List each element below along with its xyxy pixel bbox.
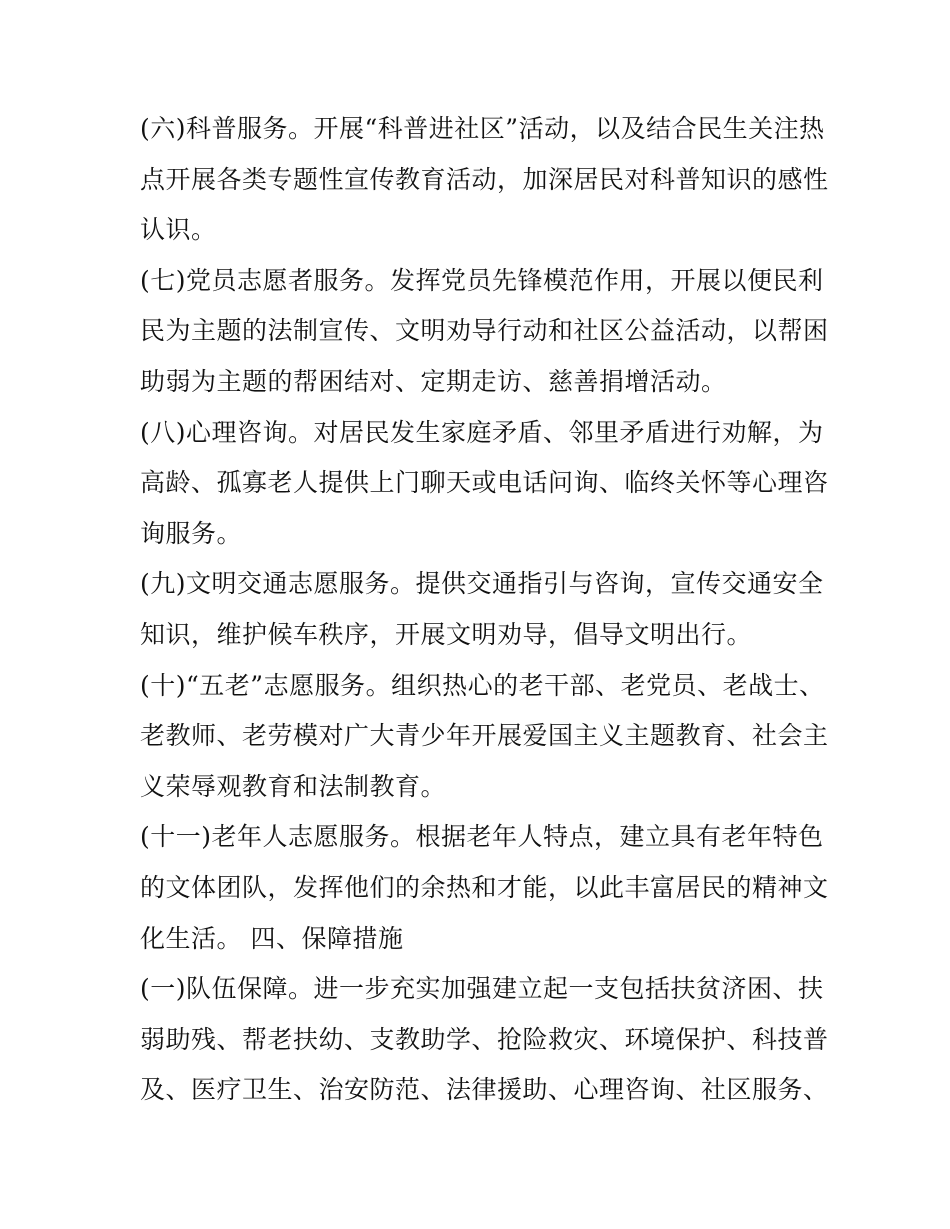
text-line: 义荣辱观教育和法制教育。 <box>140 771 447 801</box>
text-line: (八)心理咨询。对居民发生家庭矛盾、邻里矛盾进行劝解，为 <box>140 417 824 447</box>
body-text <box>140 104 829 1116</box>
text-line: 民为主题的法制宣传、文明劝导行动和社区公益活动，以帮困 <box>140 316 829 346</box>
text-line: 高龄、孤寡老人提供上门聊天或电话问询、临终关怀等心理咨 <box>140 468 829 498</box>
text-line: 认识。 <box>140 215 217 245</box>
text-line: 知识，维护候车秩序，开展文明劝导，倡导文明出行。 <box>140 619 753 649</box>
text-line: (十)“五老”志愿服务。组织热心的老干部、老党员、老战士、 <box>140 670 825 700</box>
text-line: (一)队伍保障。进一步充实加强建立起一支包括扶贫济困、扶 <box>140 974 824 1004</box>
text-line: (九)文明交通志愿服务。提供交通指引与咨询，宣传交通安全 <box>140 569 824 599</box>
text-line: 弱助残、帮老扶幼、支教助学、抢险救灾、环境保护、科技普 <box>140 1024 829 1054</box>
text-line: 点开展各类专题性宣传教育活动，加深居民对科普知识的感性 <box>140 164 829 194</box>
text-line: (十一)老年人志愿服务。根据老年人特点，建立具有老年特色 <box>140 822 824 852</box>
text-line: 询服务。 <box>140 518 243 548</box>
text-line: (六)科普服务。开展“科普进社区”活动，以及结合民生关注热 <box>140 114 825 143</box>
text-line: 的文体团队，发挥他们的余热和才能，以此丰富居民的精神文 <box>140 872 829 902</box>
text-line: 化生活。 四、保障措施 <box>140 923 404 953</box>
text-line: 老教师、老劳模对广大青少年开展爱国主义主题教育、社会主 <box>140 721 829 751</box>
text-line: 及、医疗卫生、治安防范、法律援助、心理咨询、社区服务、 <box>140 1075 829 1105</box>
text-line: 助弱为主题的帮困结对、定期走访、慈善捐增活动。 <box>140 366 727 396</box>
text-line: (七)党员志愿者服务。发挥党员先锋模范作用，开展以便民利 <box>140 265 824 295</box>
